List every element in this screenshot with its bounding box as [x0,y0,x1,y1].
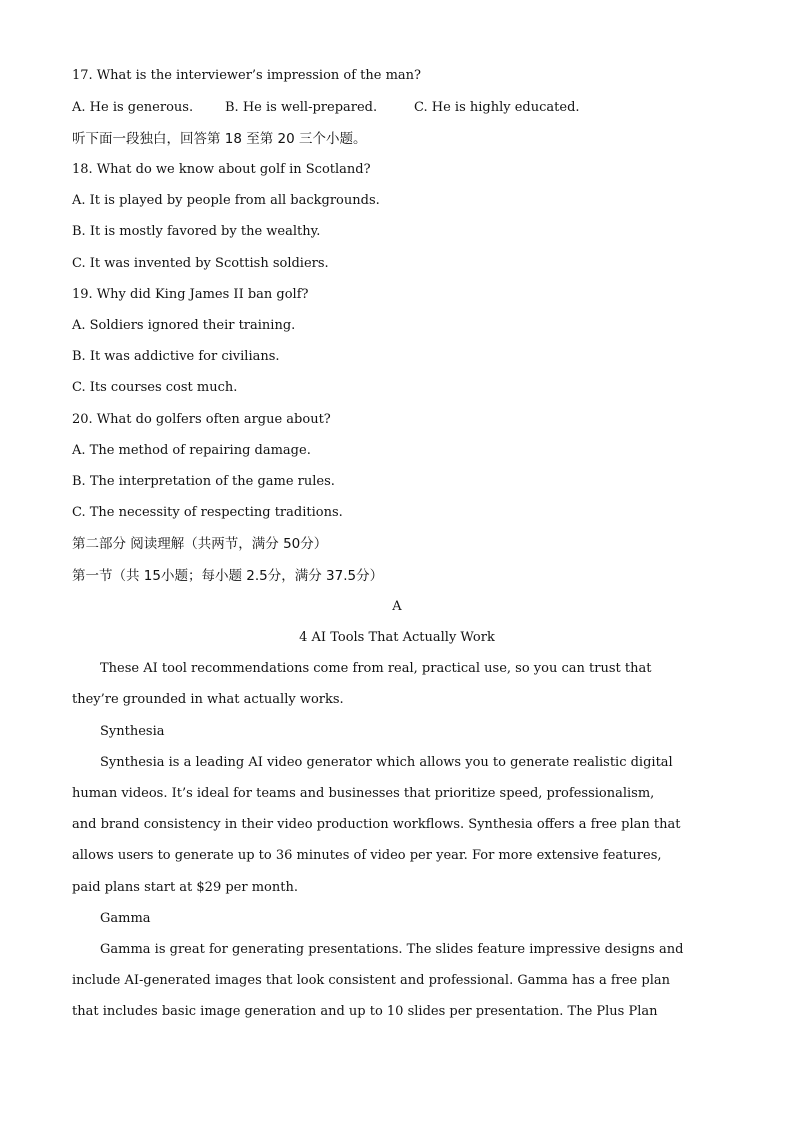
q19-stem: 19. Why did King James II ban golf? [72,287,309,302]
passage-label: A [392,599,402,614]
q20-option-c: C. The necessity of respecting traditions. [72,505,343,520]
part2-heading: 第二部分 阅读理解（共两节，满分 50分） [72,536,328,552]
synthesia-line-5: paid plans start at $29 per month. [72,880,298,895]
q18-option-c: C. It was invented by Scottish soldiers. [72,256,329,271]
intro-line-1: These AI tool recommendations come from real, practical use, so you can trust that [100,661,652,676]
q17-option-a: A. He is generous. [72,100,194,115]
q20-option-b: B. The interpretation of the game rules. [72,474,335,489]
synthesia-heading: Synthesia [100,724,165,739]
q17-stem: 17. What is the interviewer’s impression of the man? [72,68,422,83]
intro-line-2: they’re grounded in what actually works. [72,692,344,707]
q18-stem: 18. What do we know about golf in Scotland? [72,162,371,177]
q17-option-c: C. He is highly educated. [414,100,580,115]
q18-option-a: A. It is played by people from all backgrounds. [72,193,380,208]
q19-option-c: C. Its courses cost much. [72,380,238,395]
synthesia-line-1: Synthesia is a leading AI video generator which allows you to generate realistic digital [100,755,673,770]
passage-title: 4 AI Tools That Actually Work [299,630,495,645]
synthesia-line-3: and brand consistency in their video production workflows. Synthesia offers a free plan that [72,817,681,832]
gamma-heading: Gamma [100,911,151,926]
q19-option-b: B. It was addictive for civilians. [72,349,280,364]
gamma-line-2: include AI-generated images that look consistent and professional. Gamma has a free plan [72,973,670,988]
q19-option-a: A. Soldiers ignored their training. [72,318,296,333]
q17-option-b: B. He is well-prepared. [225,100,378,115]
q20-option-a: A. The method of repairing damage. [72,443,311,458]
q18-option-b: B. It is mostly favored by the wealthy. [72,224,321,239]
section1-heading: 第一节（共 15小题；每小题 2.5分，满分 37.5分） [72,568,384,584]
synthesia-line-4: allows users to generate up to 36 minutes of video per year. For more extensive features, [72,848,662,863]
instruction-18-20: 听下面一段独白，回答第 18 至第 20 三个小题。 [72,131,367,147]
gamma-line-3: that includes basic image generation and up to 10 slides per presentation. The Plus Plan [72,1004,658,1019]
synthesia-line-2: human videos. It’s ideal for teams and businesses that prioritize speed, professionalism, [72,786,655,801]
q20-stem: 20. What do golfers often argue about? [72,412,331,427]
gamma-line-1: Gamma is great for generating presentations. The slides feature impressive designs and [100,942,684,957]
